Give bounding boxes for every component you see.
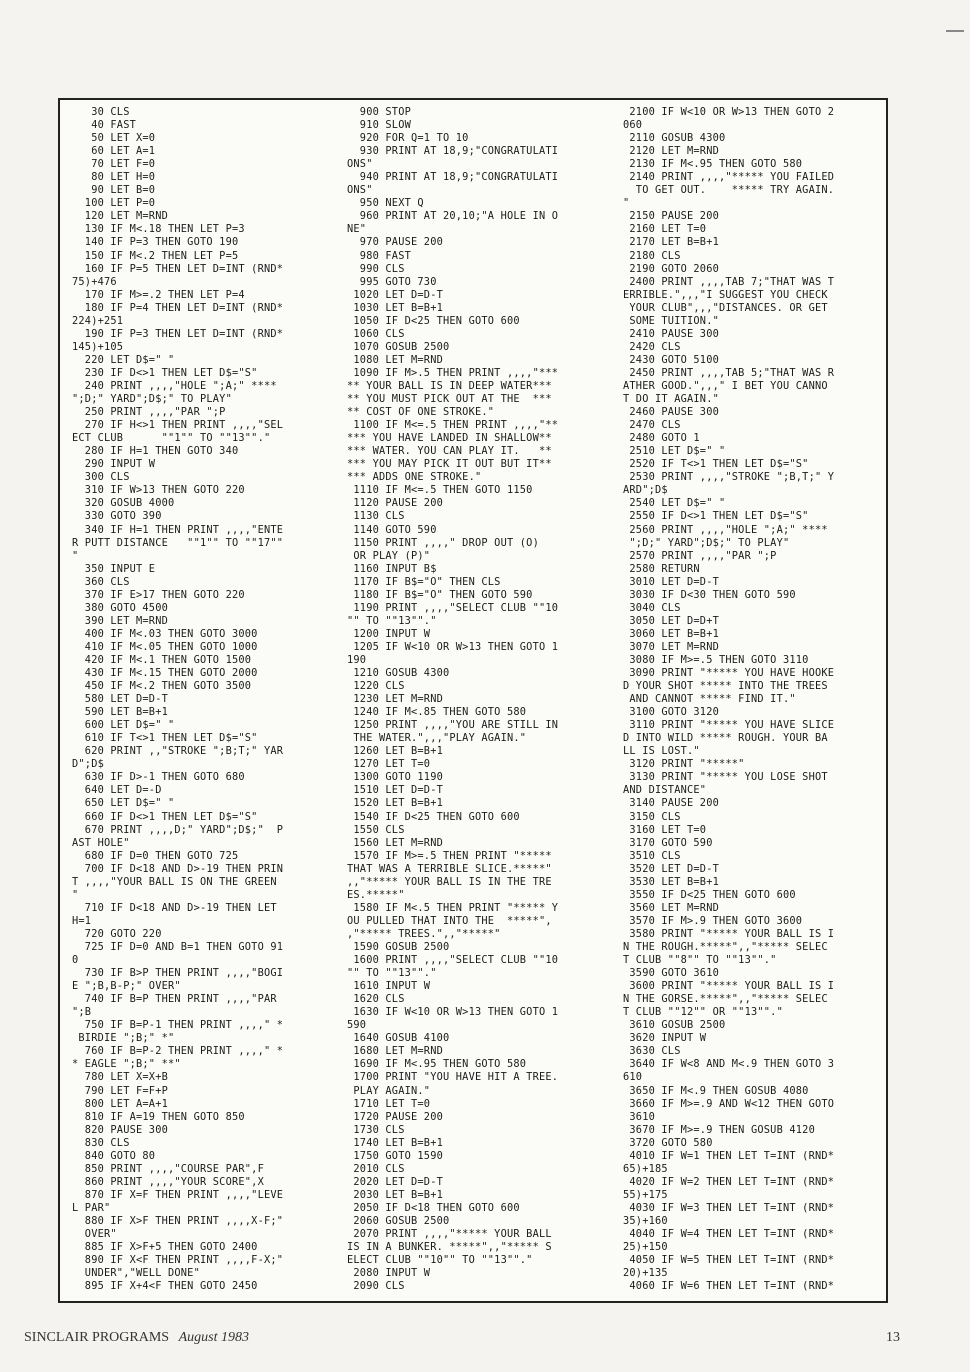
code-line: 940 PRINT AT 18,9;"CONGRATULATI bbox=[347, 171, 559, 184]
code-line: 820 PAUSE 300 bbox=[72, 1123, 168, 1136]
code-line: 390 LET M=RND bbox=[72, 614, 168, 627]
code-line: 2550 IF D<>1 THEN LET D$="S" bbox=[623, 510, 809, 523]
code-line: 3660 IF M>=.9 AND W<12 THEN GOTO bbox=[623, 1097, 835, 1110]
code-line: 3620 INPUT W bbox=[623, 1032, 707, 1045]
code-line: 1090 IF M>.5 THEN PRINT ,,,,"*** bbox=[347, 366, 559, 379]
code-line: 4020 IF W=2 THEN LET T=INT (RND* bbox=[623, 1175, 835, 1188]
code-line: *** ADDS ONE STROKE." bbox=[347, 471, 482, 484]
code-line: 3610 bbox=[623, 1110, 655, 1123]
code-line: 3550 IF D<25 THEN GOTO 600 bbox=[623, 888, 796, 901]
code-line: 300 CLS bbox=[72, 471, 130, 484]
code-line: 2140 PRINT ,,,,"***** YOU FAILED bbox=[623, 171, 835, 184]
code-line: 910 SLOW bbox=[347, 119, 411, 132]
code-line: 3050 LET D=D+T bbox=[623, 614, 719, 627]
code-line: ** YOU MUST PICK OUT AT THE *** bbox=[347, 393, 552, 406]
code-line: NE" bbox=[347, 223, 367, 236]
code-line: 2430 GOTO 5100 bbox=[623, 353, 719, 366]
code-line: 2480 GOTO 1 bbox=[623, 432, 700, 445]
code-line: 450 IF M<.2 THEN GOTO 3500 bbox=[72, 680, 252, 693]
code-line: 670 PRINT ,,,,D;" YARD";D$;" P bbox=[72, 823, 284, 836]
code-line: 3510 CLS bbox=[623, 849, 681, 862]
code-line: 1030 LET B=B+1 bbox=[347, 301, 443, 314]
code-line: 730 IF B>P THEN PRINT ,,,,"BOGI bbox=[72, 967, 284, 980]
code-line: 3520 LET D=D-T bbox=[623, 862, 719, 875]
code-line: 780 LET X=X+B bbox=[72, 1071, 168, 1084]
code-line: 170 IF M>=.2 THEN LET P=4 bbox=[72, 288, 245, 301]
code-line: 3150 CLS bbox=[623, 810, 681, 823]
code-line: 2060 GOSUB 2500 bbox=[347, 1214, 450, 1227]
code-line: T ,,,,"YOUR BALL IS ON THE GREEN bbox=[72, 875, 277, 888]
code-line: THAT WAS A TERRIBLE SLICE.*****" bbox=[347, 862, 552, 875]
code-line: 650 LET D$=" " bbox=[72, 797, 175, 810]
code-line: ELECT CLUB ""10"" TO ""13""." bbox=[347, 1254, 533, 1267]
code-line: 1680 LET M=RND bbox=[347, 1045, 443, 1058]
code-line: 290 INPUT W bbox=[72, 458, 156, 471]
code-line: 2150 PAUSE 200 bbox=[623, 210, 719, 223]
code-line: 3630 CLS bbox=[623, 1045, 681, 1058]
code-line: 40 FAST bbox=[72, 119, 136, 132]
code-line: 590 bbox=[347, 1019, 367, 1032]
code-line: 930 PRINT AT 18,9;"CONGRATULATI bbox=[347, 145, 559, 158]
code-line: 130 IF M<.18 THEN LET P=3 bbox=[72, 223, 245, 236]
code-line: 3010 LET D=D-T bbox=[623, 575, 719, 588]
code-line: ERRIBLE.",,,"I SUGGEST YOU CHECK bbox=[623, 288, 828, 301]
code-line: 3720 GOTO 580 bbox=[623, 1136, 713, 1149]
code-line: *** YOU MAY PICK IT OUT BUT IT** bbox=[347, 458, 552, 471]
code-line: 190 IF P=3 THEN LET D=INT (RND* bbox=[72, 327, 284, 340]
code-line: N THE ROUGH.*****",,"***** SELEC bbox=[623, 941, 828, 953]
code-line: 2470 CLS bbox=[623, 419, 681, 432]
code-line: 620 PRINT ,,"STROKE ";B;T;" YAR bbox=[72, 745, 284, 758]
code-line: 990 CLS bbox=[347, 262, 405, 275]
code-line: 25)+150 bbox=[623, 1241, 668, 1254]
code-line: AST HOLE" bbox=[72, 836, 130, 849]
code-line: 1260 LET B=B+1 bbox=[347, 745, 443, 758]
code-line: 150 IF M<.2 THEN LET P=5 bbox=[72, 249, 239, 262]
code-line: T CLUB ""12"" OR ""13""." bbox=[623, 1006, 783, 1019]
code-line: 2010 CLS bbox=[347, 1162, 405, 1175]
code-line: D";D$ bbox=[72, 758, 104, 771]
code-line: 3640 IF W<8 AND M<.9 THEN GOTO 3 bbox=[623, 1058, 835, 1071]
code-line: TO GET OUT. ***** TRY AGAIN. bbox=[623, 184, 835, 197]
code-line: 1180 IF B$="O" THEN GOTO 590 bbox=[347, 588, 533, 601]
code-line: ** COST OF ONE STROKE." bbox=[347, 406, 495, 419]
code-line: 980 FAST bbox=[347, 249, 411, 262]
code-line: 830 CLS bbox=[72, 1136, 130, 1149]
page-footer bbox=[24, 1330, 900, 1346]
code-line: 1750 GOTO 1590 bbox=[347, 1149, 443, 1162]
code-line: 360 CLS bbox=[72, 575, 130, 588]
code-line: 810 IF A=19 THEN GOTO 850 bbox=[72, 1110, 245, 1123]
code-line: SOME TUITION." bbox=[623, 314, 719, 327]
code-line: 1570 IF M>=.5 THEN PRINT "***** bbox=[347, 849, 552, 862]
code-line: 640 LET D=-D bbox=[72, 784, 162, 797]
code-line: 3560 LET M=RND bbox=[623, 901, 719, 914]
code-line: 580 LET D=D-T bbox=[72, 693, 168, 706]
code-line: 870 IF X=F THEN PRINT ,,,,"LEVE bbox=[72, 1188, 284, 1201]
code-line: 90 LET B=0 bbox=[72, 184, 156, 197]
issue-date: August 1983 bbox=[178, 1330, 249, 1345]
code-line: 2070 PRINT ,,,,"***** YOUR BALL bbox=[347, 1228, 552, 1241]
code-line: 2020 LET D=D-T bbox=[347, 1175, 443, 1188]
code-line: 1640 GOSUB 4100 bbox=[347, 1032, 450, 1045]
code-line: 3590 GOTO 3610 bbox=[623, 967, 719, 980]
code-line: 1170 IF B$="O" THEN CLS bbox=[347, 575, 501, 588]
code-line: 20)+135 bbox=[623, 1267, 668, 1280]
code-line: 1520 LET B=B+1 bbox=[347, 797, 443, 810]
code-line: 1190 PRINT ,,,,"SELECT CLUB ""10 bbox=[347, 601, 559, 614]
code-line: 2180 CLS bbox=[623, 249, 681, 262]
page-edge-mark bbox=[946, 30, 964, 32]
code-line: 750 IF B=P-1 THEN PRINT ,,,," * bbox=[72, 1019, 284, 1032]
code-line: 1200 INPUT W bbox=[347, 627, 431, 640]
code-line: 2460 PAUSE 300 bbox=[623, 406, 719, 419]
code-line: 80 LET H=0 bbox=[72, 171, 156, 184]
code-line: 1150 PRINT ,,,," DROP OUT (O) bbox=[347, 536, 539, 549]
code-line: 3100 GOTO 3120 bbox=[623, 706, 719, 719]
code-line: L PAR" bbox=[72, 1201, 111, 1214]
code-line: ** YOUR BALL IS IN DEEP WATER*** bbox=[347, 379, 552, 392]
code-line: 430 IF M<.15 THEN GOTO 2000 bbox=[72, 667, 258, 680]
code-line: 740 IF B=P THEN PRINT ,,,,"PAR bbox=[72, 993, 277, 1006]
code-line: YOUR CLUB",,,"DISTANCES. OR GET bbox=[623, 301, 828, 314]
code-line: 1620 CLS bbox=[347, 993, 405, 1006]
code-line: OVER" bbox=[72, 1228, 117, 1241]
code-line: "" TO ""13""." bbox=[347, 614, 437, 627]
code-line: 140 IF P=3 THEN GOTO 190 bbox=[72, 236, 239, 249]
code-line: 0 bbox=[72, 954, 79, 967]
code-line: 2110 GOSUB 4300 bbox=[623, 132, 726, 145]
code-line: 3140 PAUSE 200 bbox=[623, 797, 719, 810]
code-line: 1700 PRINT "YOU HAVE HIT A TREE. bbox=[347, 1071, 559, 1084]
code-line: 190 bbox=[347, 653, 367, 666]
code-line: 350 INPUT E bbox=[72, 562, 156, 575]
code-line: 224)+251 bbox=[72, 314, 124, 327]
code-line: 1540 IF D<25 THEN GOTO 600 bbox=[347, 810, 520, 823]
code-line: 1710 LET T=0 bbox=[347, 1097, 431, 1110]
code-line: 600 LET D$=" " bbox=[72, 719, 175, 732]
code-line: IS IN A BUNKER. *****",,"***** S bbox=[347, 1241, 552, 1254]
code-line: 3650 IF M<.9 THEN GOSUB 4080 bbox=[623, 1084, 809, 1097]
code-line: 630 IF D>-1 THEN GOTO 680 bbox=[72, 771, 245, 784]
code-line: 250 PRINT ,,,,"PAR ";P bbox=[72, 406, 226, 419]
code-line: 1250 PRINT ,,,,"YOU ARE STILL IN bbox=[347, 719, 559, 732]
code-line: 800 LET A=A+1 bbox=[72, 1097, 168, 1110]
code-line: 1070 GOSUB 2500 bbox=[347, 340, 450, 353]
code-line: T CLUB ""8"" TO ""13""." bbox=[623, 954, 777, 967]
code-line: 970 PAUSE 200 bbox=[347, 236, 443, 249]
code-line: 590 LET B=B+1 bbox=[72, 706, 168, 719]
code-line: 1100 IF M<=.5 THEN PRINT ,,,,"** bbox=[347, 419, 559, 432]
code-line: 1230 LET M=RND bbox=[347, 693, 443, 706]
code-line: 2580 RETURN bbox=[623, 562, 700, 575]
code-line: 3110 PRINT "***** YOU HAVE SLICE bbox=[623, 719, 835, 732]
code-line: 3170 GOTO 590 bbox=[623, 836, 713, 849]
code-line: ";B bbox=[72, 1006, 92, 1019]
listing-column-2 bbox=[347, 106, 558, 1293]
code-line: 120 LET M=RND bbox=[72, 210, 168, 223]
code-line: 2130 IF M<.95 THEN GOTO 580 bbox=[623, 158, 803, 171]
code-line: 060 bbox=[623, 119, 643, 132]
code-line: 330 GOTO 390 bbox=[72, 510, 162, 523]
code-line: 3580 PRINT "***** YOUR BALL IS I bbox=[623, 927, 835, 940]
code-line: 1300 GOTO 1190 bbox=[347, 771, 443, 784]
code-line: 3600 PRINT "***** YOUR BALL IS I bbox=[623, 980, 835, 993]
code-line: 880 IF X>F THEN PRINT ,,,,X-F;" bbox=[72, 1214, 284, 1227]
magazine-title: SINCLAIR PROGRAMS bbox=[24, 1330, 170, 1345]
code-line: 1690 IF M<.95 THEN GOTO 580 bbox=[347, 1058, 527, 1071]
page-number: 13 bbox=[886, 1330, 900, 1345]
code-line: OR PLAY (P)" bbox=[347, 549, 431, 562]
code-line: 400 IF M<.03 THEN GOTO 3000 bbox=[72, 627, 258, 640]
code-line: 340 IF H=1 THEN PRINT ,,,,"ENTE bbox=[72, 523, 284, 536]
code-line: 1510 LET D=D-T bbox=[347, 784, 443, 797]
code-line: 75)+476 bbox=[72, 275, 117, 288]
code-line: 55)+175 bbox=[623, 1188, 668, 1201]
code-line: 2520 IF T<>1 THEN LET D$="S" bbox=[623, 458, 809, 471]
code-line: " bbox=[72, 888, 79, 901]
code-line: 30 CLS bbox=[72, 106, 130, 118]
code-line: 3090 PRINT "***** YOU HAVE HOOKE bbox=[623, 667, 835, 680]
code-line: 1120 PAUSE 200 bbox=[347, 497, 443, 510]
code-line: 180 IF P=4 THEN LET D=INT (RND* bbox=[72, 301, 284, 314]
code-line: 60 LET A=1 bbox=[72, 145, 156, 158]
code-line: 1160 INPUT B$ bbox=[347, 562, 437, 575]
code-line: 3060 LET B=B+1 bbox=[623, 627, 719, 640]
code-line: 2100 IF W<10 OR W>13 THEN GOTO 2 bbox=[623, 106, 835, 118]
code-line: ,"***** TREES.",,"*****" bbox=[347, 927, 501, 940]
code-line: 710 IF D<18 AND D>-19 THEN LET bbox=[72, 901, 277, 914]
code-line: 920 FOR Q=1 TO 10 bbox=[347, 132, 469, 145]
listing-column-3 bbox=[623, 106, 834, 1293]
code-line: *** WATER. YOU CAN PLAY IT. ** bbox=[347, 445, 552, 458]
code-line: 380 GOTO 4500 bbox=[72, 601, 168, 614]
code-line: 270 IF H<>1 THEN PRINT ,,,,"SEL bbox=[72, 419, 284, 432]
code-line: 2030 LET B=B+1 bbox=[347, 1188, 443, 1201]
code-line: 1205 IF W<10 OR W>13 THEN GOTO 1 bbox=[347, 640, 559, 653]
code-line: E ";B,B-P;" OVER" bbox=[72, 980, 181, 993]
code-line: 890 IF X<F THEN PRINT ,,,,F-X;" bbox=[72, 1254, 284, 1267]
code-line: 1610 INPUT W bbox=[347, 980, 431, 993]
code-line: 1720 PAUSE 200 bbox=[347, 1110, 443, 1123]
code-line: 3530 LET B=B+1 bbox=[623, 875, 719, 888]
code-line: 370 IF E>17 THEN GOTO 220 bbox=[72, 588, 245, 601]
code-line: 240 PRINT ,,,,"HOLE ";A;" **** bbox=[72, 379, 277, 392]
code-line: 850 PRINT ,,,,"COURSE PAR",F bbox=[72, 1162, 264, 1175]
code-line: 1740 LET B=B+1 bbox=[347, 1136, 443, 1149]
code-line: 410 IF M<.05 THEN GOTO 1000 bbox=[72, 640, 258, 653]
code-line: 2120 LET M=RND bbox=[623, 145, 719, 158]
code-line: ES.*****" bbox=[347, 888, 405, 901]
code-line: LL IS LOST." bbox=[623, 745, 700, 758]
code-line: 2080 INPUT W bbox=[347, 1267, 431, 1280]
code-line: 3070 LET M=RND bbox=[623, 640, 719, 653]
code-line: D YOUR SHOT ***** INTO THE TREES bbox=[623, 680, 828, 693]
code-line: N THE GORSE.*****",,"***** SELEC bbox=[623, 993, 828, 1006]
code-line: 2090 CLS bbox=[347, 1280, 405, 1293]
code-line: 2050 IF D<18 THEN GOTO 600 bbox=[347, 1201, 520, 1214]
code-line: 1220 CLS bbox=[347, 680, 405, 693]
code-line: 2410 PAUSE 300 bbox=[623, 327, 719, 340]
code-line: 2400 PRINT ,,,,TAB 7;"THAT WAS T bbox=[623, 275, 835, 288]
code-line: 960 PRINT AT 20,10;"A HOLE IN O bbox=[347, 210, 559, 223]
code-line: * EAGLE ";B;" **" bbox=[72, 1058, 181, 1071]
code-line: ARD";D$ bbox=[623, 484, 668, 497]
code-line: AND CANNOT ***** FIND IT." bbox=[623, 693, 796, 706]
code-line: PLAY AGAIN." bbox=[347, 1084, 431, 1097]
code-line: 3080 IF M>=.5 THEN GOTO 3110 bbox=[623, 653, 809, 666]
code-line: 160 IF P=5 THEN LET D=INT (RND* bbox=[72, 262, 284, 275]
code-line: 3030 IF D<30 THEN GOTO 590 bbox=[623, 588, 796, 601]
code-line: 320 GOSUB 4000 bbox=[72, 497, 175, 510]
code-line: 995 GOTO 730 bbox=[347, 275, 437, 288]
code-line: 4010 IF W=1 THEN LET T=INT (RND* bbox=[623, 1149, 835, 1162]
code-line: 1210 GOSUB 4300 bbox=[347, 667, 450, 680]
code-line: " bbox=[623, 197, 630, 210]
code-line: 1060 CLS bbox=[347, 327, 405, 340]
code-line: ";D;" YARD";D$;" TO PLAY" bbox=[623, 536, 790, 549]
code-line: UNDER","WELL DONE" bbox=[72, 1267, 200, 1280]
code-line: 885 IF X>F+5 THEN GOTO 2400 bbox=[72, 1241, 258, 1254]
code-line: D INTO WILD ***** ROUGH. YOUR BA bbox=[623, 732, 828, 745]
code-line: 2190 GOTO 2060 bbox=[623, 262, 719, 275]
code-line: 2160 LET T=0 bbox=[623, 223, 707, 236]
code-line: OU PULLED THAT INTO THE *****", bbox=[347, 914, 552, 927]
code-line: AND DISTANCE" bbox=[623, 784, 707, 797]
code-line: 1560 LET M=RND bbox=[347, 836, 443, 849]
code-line: ATHER GOOD.",,," I BET YOU CANNO bbox=[623, 379, 828, 392]
code-line: BIRDIE ";B;" *" bbox=[72, 1032, 175, 1045]
code-line: 1050 IF D<25 THEN GOTO 600 bbox=[347, 314, 520, 327]
code-line: 860 PRINT ,,,,"YOUR SCORE",X bbox=[72, 1175, 264, 1188]
code-line: 2510 LET D$=" " bbox=[623, 445, 726, 458]
code-line: 4030 IF W=3 THEN LET T=INT (RND* bbox=[623, 1201, 835, 1214]
code-line: 4040 IF W=4 THEN LET T=INT (RND* bbox=[623, 1228, 835, 1241]
code-line: 1590 GOSUB 2500 bbox=[347, 941, 450, 953]
program-listing-frame bbox=[58, 98, 888, 1303]
code-line: ";D;" YARD";D$;" TO PLAY" bbox=[72, 393, 232, 406]
code-line: 610 IF T<>1 THEN LET D$="S" bbox=[72, 732, 258, 745]
code-line: 35)+160 bbox=[623, 1214, 668, 1227]
code-line: 2540 LET D$=" " bbox=[623, 497, 726, 510]
code-line: 2570 PRINT ,,,,"PAR ";P bbox=[623, 549, 777, 562]
code-line: 1730 CLS bbox=[347, 1123, 405, 1136]
code-line: 2170 LET B=B+1 bbox=[623, 236, 719, 249]
code-line: T DO IT AGAIN." bbox=[623, 393, 719, 406]
code-line: 3160 LET T=0 bbox=[623, 823, 707, 836]
code-line: 230 IF D<>1 THEN LET D$="S" bbox=[72, 366, 258, 379]
code-line: R PUTT DISTANCE ""1"" TO ""17"" bbox=[72, 536, 284, 549]
code-line: 3570 IF M>.9 THEN GOTO 3600 bbox=[623, 914, 803, 927]
code-line: 700 IF D<18 AND D>-19 THEN PRIN bbox=[72, 862, 284, 875]
code-line: 1240 IF M<.85 THEN GOTO 580 bbox=[347, 706, 527, 719]
code-line: 1270 LET T=0 bbox=[347, 758, 431, 771]
code-line: 50 LET X=0 bbox=[72, 132, 156, 145]
code-line: 790 LET F=F+P bbox=[72, 1084, 168, 1097]
code-line: 895 IF X+4<F THEN GOTO 2450 bbox=[72, 1280, 258, 1293]
code-line: 3040 CLS bbox=[623, 601, 681, 614]
code-line: 220 LET D$=" " bbox=[72, 353, 175, 366]
code-line: *** YOU HAVE LANDED IN SHALLOW** bbox=[347, 432, 552, 445]
code-line: 4050 IF W=5 THEN LET T=INT (RND* bbox=[623, 1254, 835, 1267]
listing-column-1 bbox=[72, 106, 283, 1293]
code-line: 4060 IF W=6 THEN LET T=INT (RND* bbox=[623, 1280, 835, 1293]
code-line: H=1 bbox=[72, 914, 92, 927]
code-line: 1140 GOTO 590 bbox=[347, 523, 437, 536]
code-line: ONS" bbox=[347, 184, 373, 197]
code-line: 1130 CLS bbox=[347, 510, 405, 523]
code-line: 1110 IF M<=.5 THEN GOTO 1150 bbox=[347, 484, 533, 497]
code-line: 660 IF D<>1 THEN LET D$="S" bbox=[72, 810, 258, 823]
code-line: 680 IF D=0 THEN GOTO 725 bbox=[72, 849, 239, 862]
code-line: 310 IF W>13 THEN GOTO 220 bbox=[72, 484, 245, 497]
code-line: 3120 PRINT "*****" bbox=[623, 758, 745, 771]
code-line: 720 GOTO 220 bbox=[72, 927, 162, 940]
code-line: THE WATER.",,,"PLAY AGAIN." bbox=[347, 732, 527, 745]
code-line: 2420 CLS bbox=[623, 340, 681, 353]
code-line: "" TO ""13""." bbox=[347, 967, 437, 980]
code-line: 1020 LET D=D-T bbox=[347, 288, 443, 301]
code-line: 1600 PRINT ,,,,"SELECT CLUB ""10 bbox=[347, 954, 559, 967]
code-line: 3670 IF M>=.9 THEN GOSUB 4120 bbox=[623, 1123, 815, 1136]
code-line: 840 GOTO 80 bbox=[72, 1149, 156, 1162]
code-line: ONS" bbox=[347, 158, 373, 171]
code-line: 3130 PRINT "***** YOU LOSE SHOT bbox=[623, 771, 828, 784]
code-line: 760 IF B=P-2 THEN PRINT ,,,," * bbox=[72, 1045, 284, 1058]
code-line: 65)+185 bbox=[623, 1162, 668, 1175]
code-line: 610 bbox=[623, 1071, 643, 1084]
code-line: 1550 CLS bbox=[347, 823, 405, 836]
code-line: 950 NEXT Q bbox=[347, 197, 424, 210]
code-line: 1580 IF M<.5 THEN PRINT "***** Y bbox=[347, 901, 559, 914]
code-line: ECT CLUB ""1"" TO ""13""." bbox=[72, 432, 271, 445]
code-line: 2530 PRINT ,,,,"STROKE ";B,T;" Y bbox=[623, 471, 835, 484]
code-line: 280 IF H=1 THEN GOTO 340 bbox=[72, 445, 239, 458]
code-line: 100 LET P=0 bbox=[72, 197, 156, 210]
code-line: 70 LET F=0 bbox=[72, 158, 156, 171]
code-line: 2450 PRINT ,,,,TAB 5;"THAT WAS R bbox=[623, 366, 835, 379]
code-line: 420 IF M<.1 THEN GOTO 1500 bbox=[72, 653, 252, 666]
code-line: ,,"***** YOUR BALL IS IN THE TRE bbox=[347, 875, 552, 888]
code-line: 2560 PRINT ,,,,"HOLE ";A;" **** bbox=[623, 523, 828, 536]
code-line: 1080 LET M=RND bbox=[347, 353, 443, 366]
code-line: " bbox=[72, 549, 79, 562]
code-line: 725 IF D=0 AND B=1 THEN GOTO 91 bbox=[72, 941, 284, 953]
code-line: 145)+105 bbox=[72, 340, 124, 353]
code-line: 3610 GOSUB 2500 bbox=[623, 1019, 726, 1032]
code-line: 900 STOP bbox=[347, 106, 411, 118]
code-line: 1630 IF W<10 OR W>13 THEN GOTO 1 bbox=[347, 1006, 559, 1019]
